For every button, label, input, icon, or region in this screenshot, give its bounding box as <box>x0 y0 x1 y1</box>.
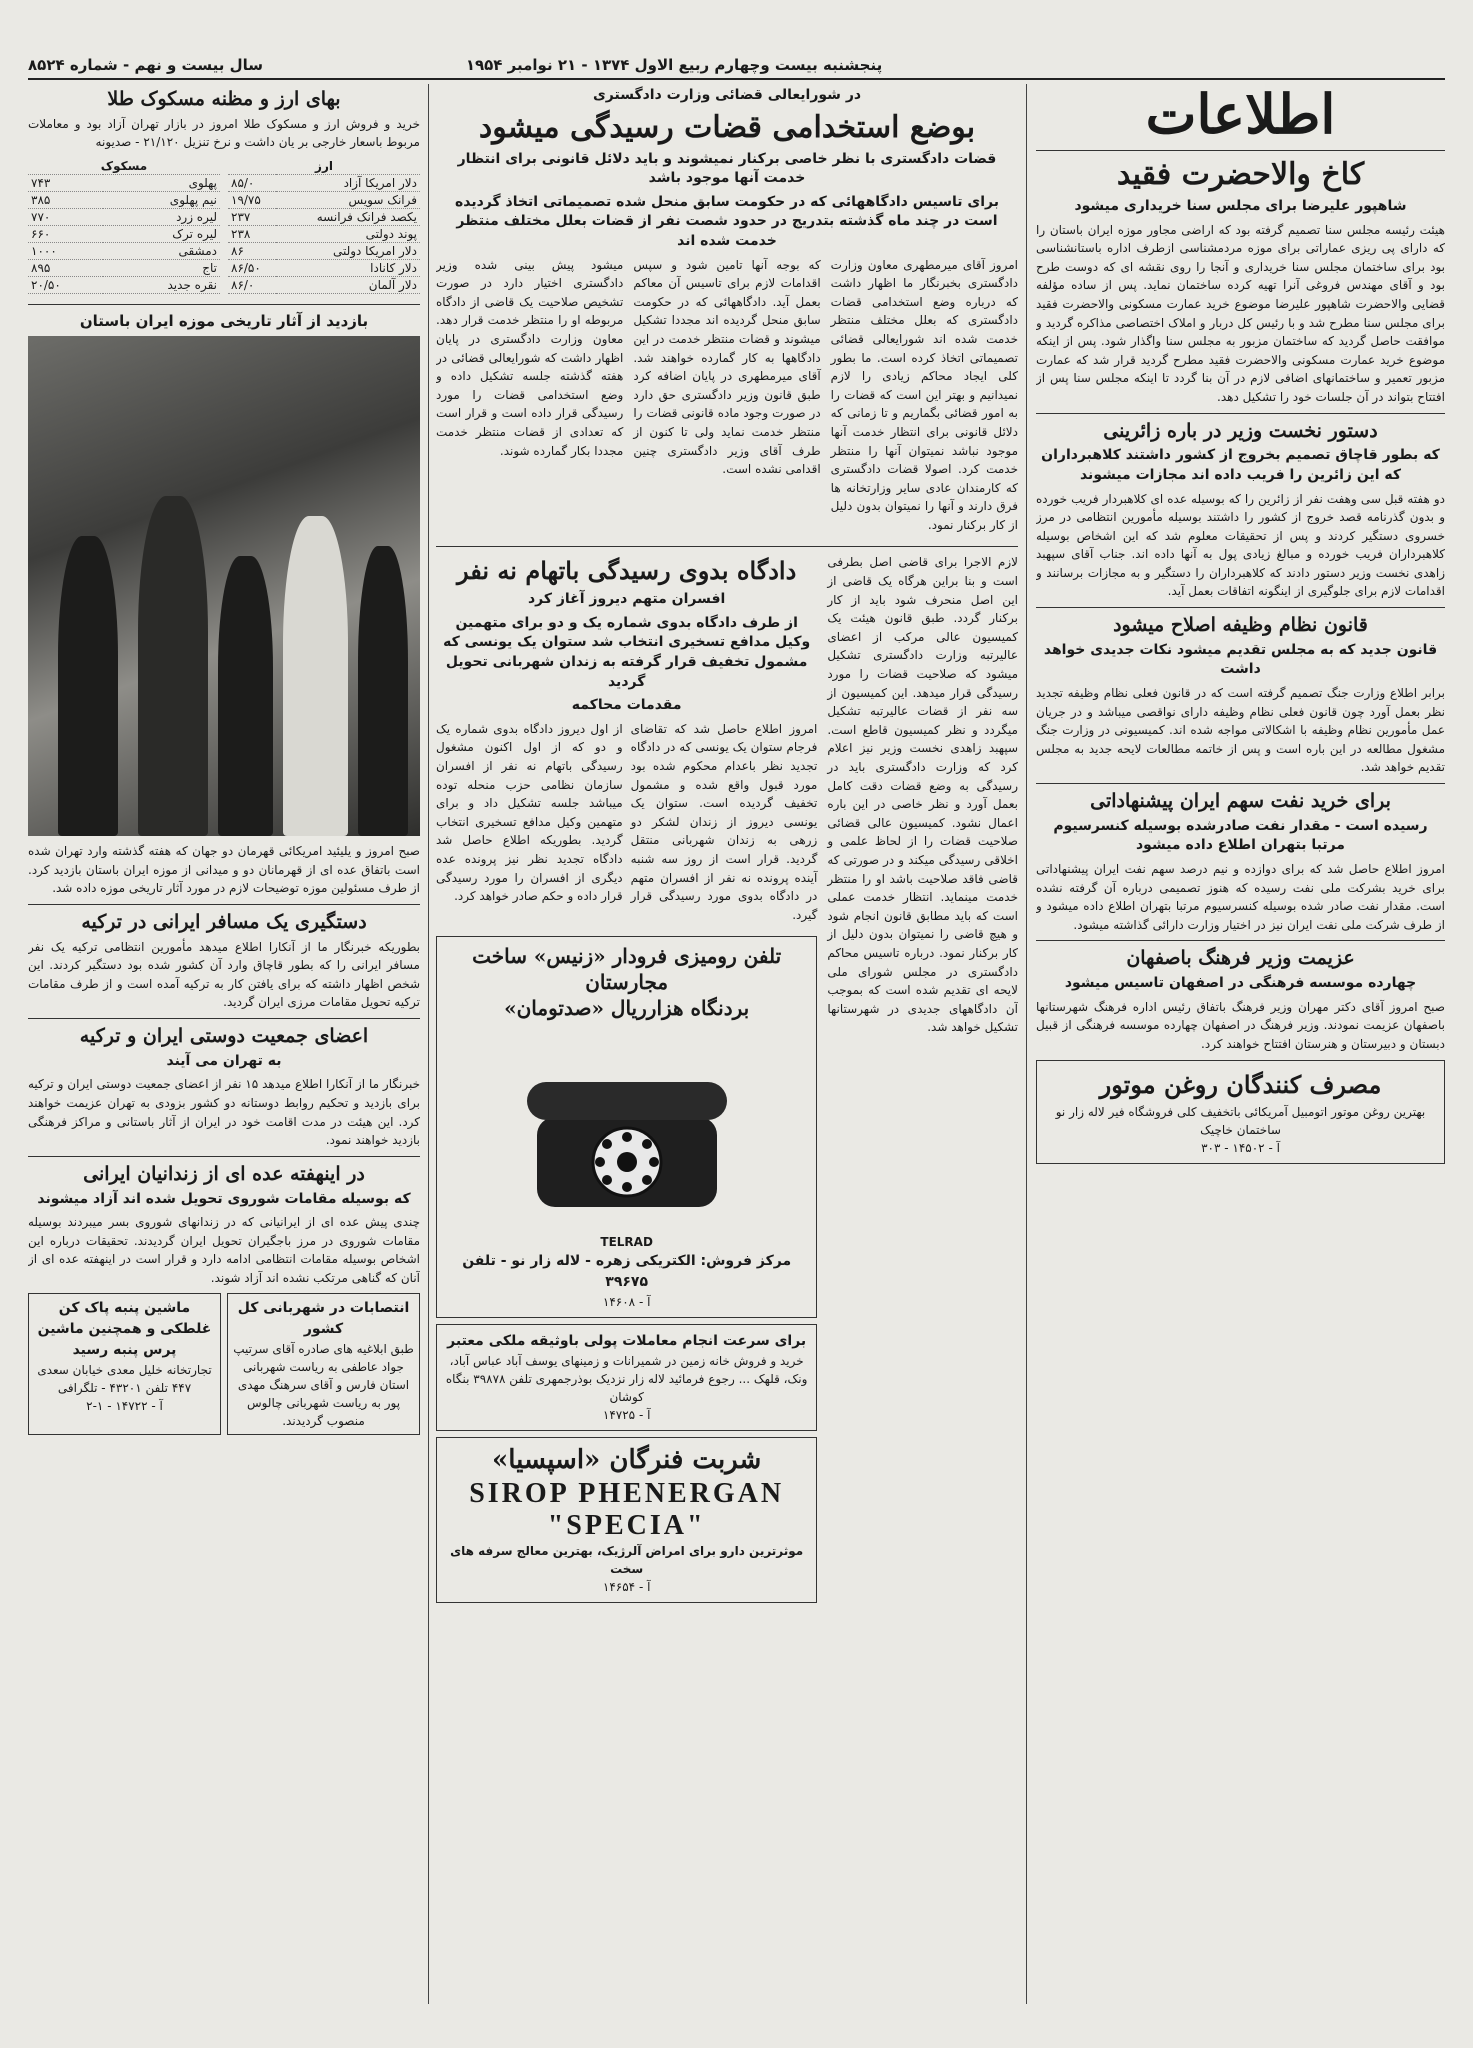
cotton-machine-ad-code: آ - ۱۴۷۲۲ - ۱-۲ <box>86 1399 163 1414</box>
sirop-ad <box>436 1437 817 1603</box>
coin-rate-value: ۱۰۰۰ <box>28 242 103 259</box>
currency-rates-table <box>228 158 420 294</box>
coin-rate-value: ۷۴۳ <box>28 174 103 191</box>
currency-rate-row <box>228 242 420 259</box>
palace-headline: کاخ والاحضرت فقید <box>1116 157 1365 192</box>
exchange-rates-tables <box>28 158 420 298</box>
police-appointments-body: طبق ابلاغیه های صادره آقای سرتیپ جواد عاطفی به ریاست شهربانی استان فارس و آقای سرهنگ مهدی پور به ریاست شهربانی چالوس منصوب گردیدند. <box>233 1342 414 1429</box>
currency-rate-value: ۱۹/۷۵ <box>228 191 276 208</box>
telephone-ad <box>436 936 817 1318</box>
real-estate-ad <box>436 1324 817 1431</box>
currency-rate-row <box>228 225 420 242</box>
coin-rate-value: ۷۷۰ <box>28 208 103 225</box>
court-body-2: از اول دیروز دادگاه بدوی شماره یک و دو که از اول اکنون مشغول رسیدگی باتهام نه نفر از افسران سازمان نظامی حزب منحله توده میباشد جلسه تشکیل داد و برای متهمین وکیل مدافع تسخیری انتخاب گردید. بطوریکه اطلاع حاصل شد دادگاه تجدید نظر نیز پرونده عده دیگری از افسران را مورد رسیدگی قرار داده و حکم صادر خواهد کرد. <box>436 721 623 904</box>
culture-minister-article-body: صبح امروز آقای دکتر مهران وزیر فرهنگ باتفاق رئیس اداره فرهنگ شهرستانها باصفهان عزیمت نمودند. وزیر فرهنگ در اصفهان چهارده موسسه فرهنگی از قبیل دبستان و دبیرستان و هنرستان افتتاح خواهند کرد. <box>1036 999 1445 1051</box>
sirop-ad-title: شربت فنرگان «اسپسیا» <box>491 1445 762 1476</box>
court-subheadline-1: افسران متهم دیروز آغاز کرد <box>527 591 726 608</box>
coin-rate-row <box>28 242 220 259</box>
museum-visit-caption-head: بازدید از آثار تاریخی موزه ایران باستان <box>79 311 369 330</box>
currency-rate-label: یکصد فرانک فرانسه <box>276 208 420 225</box>
coin-rate-label: لیره زرد <box>103 208 220 225</box>
left-column <box>28 84 420 2004</box>
coin-rate-row <box>28 191 220 208</box>
currency-rate-value: ۲۳۸ <box>228 225 276 242</box>
sirop-ad-tagline: موثرترین دارو برای امراض آلرژیک، بهترین معالج سرفه های سخت <box>450 1544 804 1577</box>
masthead-logo: اطلاعات <box>1145 84 1336 146</box>
pm-order-article-body: دو هفته قبل سی وهفت نفر از زائرین را که بوسیله عده ای کلاهبردار فریب خورده و بدون گذرنامه قصد خروج از کشور را داشتند بوسیله مأمورین انتظامی در مرز خسروی دستگیر کردند و پس از تحقیقات معلوم شد که این اشخاص بوسیله کلاهبرداران فریب خورده و مبالغ زیادی پول به آنها داده اند. جناب آقای سپهبد زاهدی نخست وزیر دستور دادند که کلاهبرداران را دستگیر و به مجازات برسانند و اقدامات لازم برای جلوگیری از اینگونه اتفاقات بعمل آید. <box>1036 491 1445 599</box>
coin-rates-header: مسکوک <box>28 158 220 175</box>
coin-rate-label: لیره ترک <box>103 225 220 242</box>
coin-rate-label: نقره جدید <box>103 276 220 293</box>
court-headline: دادگاه بدوی رسیدگی باتهام نه نفر <box>457 556 797 586</box>
turkey-arrest-body: بطوریکه خبرنگار ما از آنکارا اطلاع میدهد مأمورین انتظامی ترکیه یک نفر مسافر ایرانی را که بطور قاچاق وارد آن کشور شده بود دستگیر کردند. این شخص اظهار داشته که برای یافتن کار به ترکیه آمده است و از طرف مقامات ترکیه تحویل مقامات مرزی ایران گردید. <box>28 939 420 1010</box>
museum-visit-photo <box>28 336 420 836</box>
cotton-machine-ad-title: ماشین پنبه پاک کن غلطکی و همچنین ماشین پرس پنبه رسید <box>37 1300 212 1359</box>
court-subheadline-2: از طرف دادگاه بدوی شماره یک و دو برای متهمین وکیل مدافع تسخیری انتخاب شد ستوان یک یونسی که مشمول تخفیف قرار گرفته به زندان شهربانی تحویل گردید <box>443 614 811 690</box>
telephone-ad-price: بردنگاه هزارریال «صدتومان» <box>504 996 750 1021</box>
pm-order-subheadline: که بطور قاچاق تصمیم بخروج از کشور داشتند کلاهبرداران که این زائرین را فریب داده اند مجازات میشوند <box>1041 447 1440 483</box>
coin-rates-table <box>28 158 220 294</box>
conscription-headline: قانون نظام وظیفه اصلاح میشود <box>1113 614 1368 637</box>
culture-minister-headline: عزیمت وزیر فرهنگ باصفهان <box>1126 947 1355 970</box>
coin-rate-row <box>28 208 220 225</box>
top-dateline-bar <box>28 52 1445 80</box>
oil-subheadline: رسیده است - مقدار نفت صادرشده بوسیله کنسرسیوم مرتبا بتهران اطلاع داده میشود <box>1053 817 1428 854</box>
motor-oil-ad-title: مصرف کنندگان روغن موتور <box>1099 1069 1382 1099</box>
currency-rate-value: ۸۶/۰ <box>228 276 276 293</box>
coin-rate-row <box>28 174 220 191</box>
judiciary-subheadline-1: قضات دادگستری با نظر خاصی برکنار نمیشوند و باید دلائل قانونی برای انتظار خدمت آنها موجود باشد <box>457 150 997 187</box>
prisoners-body: چندی پیش عده ای از ایرانیانی که در زندانهای شوروی بسر میبردند بوسیله مقامات شوروی در مرز باجگیران تحویل ایران گردیدند. تحقیقات درباره این اشخاص بوسیله مقامات انتظامی ادامه دارد و قرار است در اینهفته عده ای از آنان که گناهی مرتکب نشده اند آزاد شوند. <box>28 1215 420 1285</box>
telrad-logo: TELRAD <box>600 1235 653 1250</box>
judiciary-kicker: در شورایعالی قضائی وزارت دادگستری <box>592 87 862 103</box>
coin-rate-label: پهلوی <box>103 174 220 191</box>
telephone-ad-code: آ - ۱۴۶۰۸ <box>602 1295 651 1310</box>
currency-rate-value: ۲۳۷ <box>228 208 276 225</box>
court-subheadline-3: مقدمات محاکمه <box>571 697 682 714</box>
museum-visit-caption: صبح امروز و یلیئید امریکائی قهرمان دو جهان که هفته گذشته وارد تهران شده است باتفاق عده ای از قهرمانان دو و میدانی از موزه ایران باستان بازدید کرد. از طرف مسئولین موزه توضیحات لازم در مورد آثار تاریخی موزه داده شد. <box>28 843 420 896</box>
oil-article-body: امروز اطلاع حاصل شد که برای دوازده و نیم درصد سهم نفت ایران پیشنهاداتی برای خرید بشرکت ملی نفت رسیده که هنوز تصمیمی درباره آن گرفته نشده است. مقدار نفت صادر شده بوسیله کنسرسیوم مرتبا بتهران اطلاع داده میشود و از طرف شرکت ملی نفت ایران نیز در اختیار وزارت دارائی گذاشته میشود. <box>1036 862 1445 932</box>
cotton-machine-ad-body: تجارتخانه خلیل معدی خیابان سعدی ۴۴۷ تلفن ۴۳۲۰۱ - تلگرافی <box>37 1363 212 1396</box>
motor-oil-ad-code: آ - ۱۴۵۰۲ - ۳۰۳ <box>1201 1141 1280 1156</box>
judiciary-continued-body: لازم الاجرا برای قاضی اصل بطرفی است و بنا براین هرگاه یک قاضی از این اصل منحرف شود باید از کار برکنار گردد. طبق قانون هیئت یک کمیسیون عالی مرکب از اعضای عالیرتبه وزارت دادگستری تشکیل میشود که صلاحیت قضات را مورد رسیدگی قرار میدهد. این کمیسیون از سه نفر از قضات عالیرتبه تشکیل میگردد و نظر کمیسیون قاطع است. سپهبد زاهدی نخست وزیر نیز اعلام کرد که وزارت دادگستری باید در رسیدگی به وضع قضات دقت کامل بعمل آورد و نظر خاصی در این باره اعمال نشود. کمیسیون عالی قضائی صلاحیت قضات را از لحاظ علمی و اخلاقی رسیدگی میکند و در صورتی که قاضی فاقد صلاحیت باشد او را منتظر خدمت مینماید. انتظار خدمت عملی است که باید مطابق قانون انجام شود و هیچ قاضی را نمیتوان بدون دلیل از کار برکنار نمود. درباره تاسیس محاکم دادگستری در مجلس شورای ملی لایحه ای تقدیم شده است که بموجب آن دادگاههای جدیدی در شهرستانها تشکیل خواهد شد. <box>827 555 1018 1035</box>
currency-rates-header: ارز <box>228 158 420 175</box>
exchange-rates-intro: خرید و فروش ارز و مسکوک طلا امروز در بازار تهران آزاد بود و معاملات مربوط باسعار خارجی بر یان داشت و نرخ تنزیل ۲۱/۱۲۰ - صدیونه <box>28 116 420 150</box>
conscription-subheadline: قانون جدید که به مجلس تقدیم میشود نکات جدیدی خواهد داشت <box>1043 641 1438 678</box>
currency-rate-row <box>228 259 420 276</box>
coin-rate-label: تاج <box>103 259 220 276</box>
currency-rate-label: دلار کانادا <box>276 259 420 276</box>
coin-rate-value: ۸۹۵ <box>28 259 103 276</box>
judiciary-body-1: امروز آقای میرمطهری معاون وزارت دادگستری بخبرنگار ما اظهار داشت که درباره وضع استخدامی قضات دادگستری که بعلل مختلف منتظر خدمت شده اند شورایعالی قضائی تصمیماتی اتخاذ کرده است. ما بطور کلی ایجاد محاکم زیادی را لازم نمیدانیم و بهتر این است که قضات را به امور قضائی بگماریم و تا زمانی که دلائل قانونی برای انتظار خدمت آنها موجود نباشد نمیتوان آنها را منتظر خدمت کرد. اصولا قضات دادگستری که کارمندان عادی سایر وزارتخانه ها فرق دارند و آنها را نمیتوان بدون دلیل از کار برکنار نمود. <box>830 257 1018 532</box>
currency-rate-value: ۸۶ <box>228 242 276 259</box>
bottom-boxes <box>28 1293 420 1435</box>
sirop-ad-code: آ - ۱۴۶۵۴ <box>602 1580 651 1595</box>
currency-rate-label: دلار امریکا آزاد <box>276 174 420 191</box>
judiciary-body-2: که بوجه آنها تامین شود و سپس اقدامات لازم برای تاسیس آن معاکم بعمل آید. دادگاههائی که در حکومت سابق منحل گردیده اند مجددا تشکیل میشوند و قضات منتظر خدمت در این دادگاهها به کار گمارده خواهند شد. آقای میرمطهری در پایان اضافه کرد طبق قانون وزیر دادگستری حق دارد در صورت وجود ماده قانونی قضات را منتظر خدمت نماید ولی تا کنون از طرف آقای وزیر دادگستری چنین اقدامی نشده است. <box>633 257 821 477</box>
telephone-ad-shop: مرکز فروش: الکتریکی زهره - لاله زار نو - تلفن ۳۹۶۷۵ <box>462 1253 792 1291</box>
friendship-society-body: خبرنگار ما از آنکارا اطلاع میدهد ۱۵ نفر از اعضای جمعیت دوستی ایران و ترکیه برای بازدید و تحکیم روابط دوستانه دو کشور بزودی به تهران عزیمت خواهند کرد. این هیئت در مدت اقامت خود در ایران از آثار باستانی و مراکز فرهنگی بازدید خواهند نمود. <box>28 1077 420 1148</box>
judiciary-headline: بوضع استخدامی قضات رسیدگی میشود <box>478 109 976 145</box>
issue-number: سال بیست و نهم - شماره ۸۵۲۴ <box>28 56 264 74</box>
currency-rate-row <box>228 174 420 191</box>
currency-rate-row <box>228 208 420 225</box>
friendship-society-subheadline: به تهران می آیند <box>166 1052 282 1069</box>
coin-rate-row <box>28 276 220 293</box>
conscription-article-body: برابر اطلاع وزارت جنگ تصمیم گرفته است که در قانون فعلی نظام وظیفه تجدید نظر بعمل آورد چون قانون فعلی نظام وظیفه دارای نواقصی میباشد و در جریان عمل مأمورین نظام وظیفه با اشکالاتی مواجه شده اند. کمیسیونی در وزارت جنگ مشغول مطالعه در این باره است و پس از خاتمه مطالعات لایحه جدید به مجلس تقدیم خواهد شد. <box>1036 686 1445 775</box>
cotton-machine-ad <box>28 1293 221 1435</box>
issue-date: پنجشنبه بیست وچهارم ربیع الاول ۱۳۷۴ - ۲۱ نوامبر ۱۹۵۴ <box>465 56 883 74</box>
pm-order-headline: دستور نخست وزیر در باره زائرینی <box>1103 419 1378 442</box>
court-body-1: امروز اطلاع حاصل شد که تقاضای فرجام ستوان یک یونسی که در دادگاه تجدید نظر باعدام محکوم شده بود مورد قبول واقع شده و مشمول تخفیف گردیده است. ستوان یک یونسی دیروز از زندان لشکر دو زرهی به زندان شهربانی منتقل گردید. قرار است از روز سه شنبه آینده پرونده نه نفر از افسران متهم در دادگاه بدوی مورد رسیدگی قرار گیرد. <box>630 721 818 922</box>
prisoners-subheadline: که بوسیله مقامات شوروی تحویل شده اند آزاد میشوند <box>37 1190 411 1207</box>
coin-rate-row <box>28 259 220 276</box>
currency-rate-label: فرانک سویس <box>276 191 420 208</box>
coin-rate-value: ۳۸۵ <box>28 191 103 208</box>
currency-rate-row <box>228 191 420 208</box>
currency-rate-row <box>228 276 420 293</box>
telephone-illustration <box>497 1027 757 1227</box>
middle-column <box>436 84 1018 2004</box>
currency-rate-value: ۸۵/۰ <box>228 174 276 191</box>
currency-rate-label: پوند دولتی <box>276 225 420 242</box>
right-column <box>1036 84 1445 2004</box>
telephone-ad-title: تلفن رومیزی فرودار «زنیس» ساخت مجارستان <box>472 944 782 995</box>
real-estate-ad-code: آ - ۱۴۷۲۵ <box>602 1408 651 1423</box>
oil-headline: برای خرید نفت سهم ایران پیشنهاداتی <box>1090 790 1391 813</box>
motor-oil-ad-body: بهترین روغن موتور اتومبیل آمریکائی باتخفیف کلی فروشگاه فیر لاله زار نو ساختمان خاچیک <box>1055 1105 1426 1138</box>
currency-rate-label: دلار آلمان <box>276 276 420 293</box>
exchange-rates-headline: بهای ارز و مظنه مسکوک طلا <box>107 88 341 110</box>
palace-article-body: هیئت رئیسه مجلس سنا تصمیم گرفته بود که اراضی مجاور موزه ایران باستان را که دارای پی ریزی عماراتی برای موزه مردمشناسی ازطرف اداره باستانشناسی بود برای ساختمان مجلس سنا خریداری و آنجا را روی نقشه ای که دوست طرح بود و آقای مهندس فروغی آنرا تهیه کرده ساختمان نماید. پس از ساده مؤلفه قضایی والاحضرت شاهپور علیرضا موضوع خرید عمارت مسکونی والاحضرت فقید برای مجلس سنا مطرح شد و با رئیس کل دربار و املاک اختصاصی مذاکره گردید و موافقت حاصل گردید که ساختمان مزبور به مجلس سنا واگذار شود. پس از اینکه موضوع خرید عمارت مسکونی والاحضرت فقید مطرح گردید قرار شد که عمارت مزبور تعمیر و ساختمانهای اضافی لازم در آن بنا گردد تا اینکه مجلس سنا پس از افتتاح بتواند در آن جلسات خود را تشکیل دهد. <box>1036 222 1445 404</box>
sirop-ad-latin: SIROP PHENERGAN "SPECIA" <box>469 1478 785 1542</box>
palace-subheadline: شاهپور علیرضا برای مجلس سنا خریداری میشود <box>1074 198 1407 214</box>
judiciary-body-3: میشود پیش بینی شده وزیر دادگستری اختیار دارد در صورت تشخیص صلاحیت یک قاضی از دادگاه مربوطه او را منتظر خدمت قرار دهد. معاون وزارت دادگستری در پایان اظهار داشت که شورایعالی قضائی در هفته گذشته جلسه تشکیل داده و وضع استخدامی قضات را مورد رسیدگی قرار داده است و قرار است که تعدادی از قضات منتظر خدمت مجددا بکار گمارده شوند. <box>436 257 624 458</box>
motor-oil-ad <box>1036 1060 1445 1165</box>
police-appointments-box <box>227 1293 420 1435</box>
coin-rate-label: نیم پهلوی <box>103 191 220 208</box>
coin-rate-label: دمشقی <box>103 242 220 259</box>
culture-minister-subheadline: چهارده موسسه فرهنگی در اصفهان تاسیس میشود <box>1064 975 1417 992</box>
police-appointments-title: انتصابات در شهربانی کل کشور <box>237 1300 410 1338</box>
coin-rate-row <box>28 225 220 242</box>
friendship-society-headline: اعضای جمعیت دوستی ایران و ترکیه <box>79 1024 369 1047</box>
real-estate-ad-body: خرید و فروش خانه زمین در شمیرانات و زمینهای یوسف آباد عباس آباد، ونک، قلهک ... رجوع فرمائید لاله زار نزدیک بوذرجمهری تلفن ۳۹۸۷۸ بنگاه کوشان <box>445 1354 808 1405</box>
turkey-arrest-headline: دستگیری یک مسافر ایرانی در ترکیه <box>81 910 367 933</box>
currency-rate-label: دلار امریکا دولتی <box>276 242 420 259</box>
currency-rate-value: ۸۶/۵۰ <box>228 259 276 276</box>
judiciary-subheadline-2: برای تاسیس دادگاههائی که در حکومت سابق منحل شده تصمیماتی اتخاذ گردیده است در چند ماه گذشته بتدریج در حدود شصت نفر از قضات بعلل مختلف منتظر خدمت شده اند <box>455 193 999 249</box>
coin-rate-value: ۶۶۰ <box>28 225 103 242</box>
prisoners-headline: در اینهفته عده ای از زندانیان ایرانی <box>83 1162 365 1185</box>
coin-rate-value: ۲۰/۵۰ <box>28 276 103 293</box>
real-estate-ad-title: برای سرعت انجام معاملات پولی باوثیقه ملکی معتبر <box>447 1333 807 1350</box>
